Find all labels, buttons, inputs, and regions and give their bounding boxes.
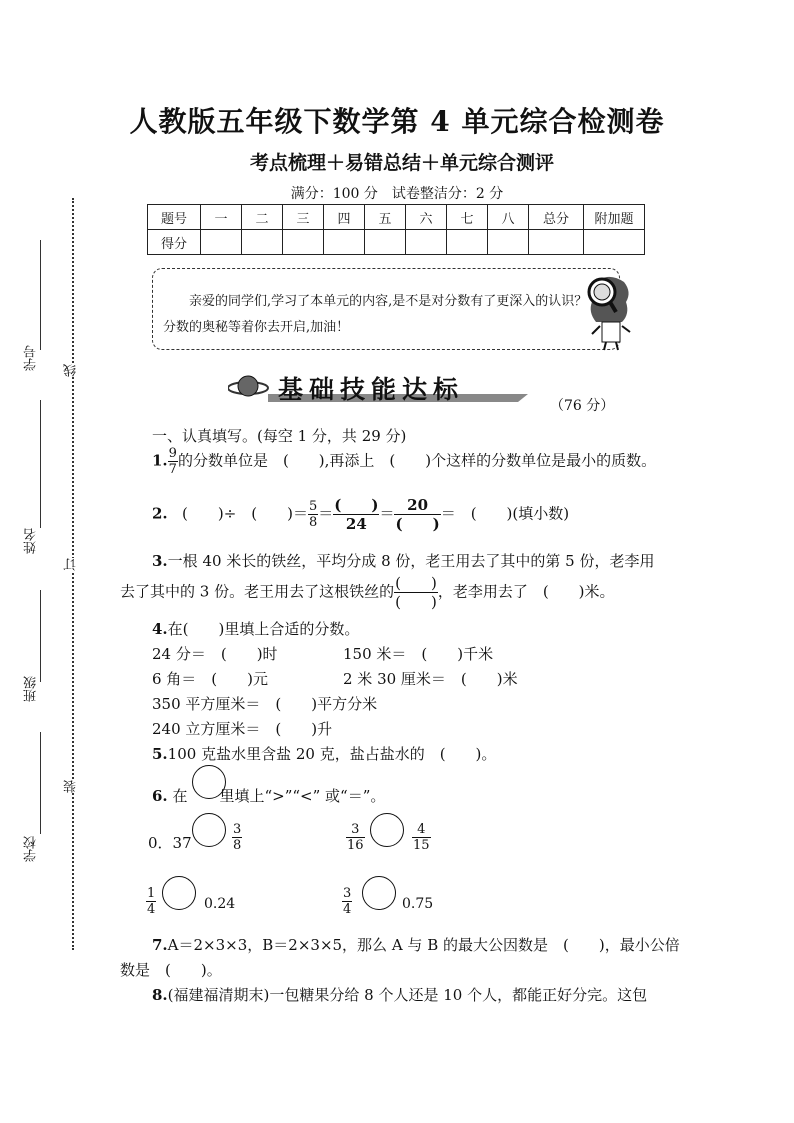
score-cell: 题号	[148, 205, 201, 230]
q2-frac1-num: 5	[308, 499, 318, 514]
score-input-cell[interactable]	[201, 230, 242, 255]
score-cell: 五	[365, 205, 406, 230]
name-label: 姓名	[24, 528, 39, 554]
c4-left-num: 3	[343, 886, 352, 901]
q3-frac-num: ( )	[395, 574, 437, 592]
q2-frac3-num: 20	[394, 496, 440, 515]
q7-line2: 数是 ( )。	[120, 961, 222, 979]
c2-left-num: 3	[346, 822, 365, 838]
c2-right-den: 15	[413, 838, 430, 853]
q8-line1: (福建福清期末)一包糖果分给 8 个人还是 10 个人，都能正好分完。这包	[167, 986, 648, 1004]
q3-line2a: 去了其中的 3 份。老王用去了这根铁丝的	[120, 582, 395, 601]
score-cell: 附加题	[584, 205, 645, 230]
c3-left-num: 1	[147, 886, 156, 901]
score-input-cell[interactable]	[324, 230, 365, 255]
score-input-cell[interactable]	[365, 230, 406, 255]
bind-mark: 装	[64, 780, 79, 793]
score-cell: 四	[324, 205, 365, 230]
score-input-cell[interactable]	[584, 230, 645, 255]
c1-right-num: 3	[233, 822, 242, 837]
score-cell: 总分	[529, 205, 584, 230]
q2-tail: ＝ ( )(填小数)	[440, 504, 570, 523]
q7-line1: A＝2×3×3，B＝2×3×5，那么 A 与 B 的最大公因数是 ( )，最小公倍	[167, 936, 680, 954]
binding-dotted-line	[72, 198, 74, 950]
c3-right: 0.24	[204, 896, 236, 912]
q4-row4: 240 立方厘米＝ ( )升	[152, 720, 333, 738]
score-input-cell[interactable]	[488, 230, 529, 255]
q3-line2b: ，老李用去了 ( )米。	[437, 582, 615, 601]
q1-frac-den: 7	[168, 462, 177, 477]
score-cell: 七	[447, 205, 488, 230]
c4-left-den: 4	[343, 902, 352, 917]
q8-number: 8.	[152, 986, 168, 1004]
q6-text-a: 在	[172, 787, 188, 805]
school-write-line	[40, 732, 41, 834]
q4-number: 4.	[152, 620, 168, 638]
section-title: 基础技能达标	[278, 375, 465, 404]
q3-line1: 一根 40 米长的铁丝，平均分成 8 份，老王用去了其中的第 5 份，老李用	[167, 552, 655, 570]
question-3-line1	[152, 550, 654, 571]
class-write-line	[40, 590, 41, 682]
score-cell: 六	[406, 205, 447, 230]
score-cell: 三	[283, 205, 324, 230]
score-cell: 八	[488, 205, 529, 230]
school-label: 学校	[24, 836, 39, 862]
q1-text: 的分数单位是 ( ),再添上 ( )个这样的分数单位是最小的质数。	[177, 451, 657, 470]
c3-left-den: 4	[147, 902, 156, 917]
c1-right-den: 8	[233, 838, 242, 853]
score-cell: 一	[201, 205, 242, 230]
intro-text: 亲爱的同学们,学习了本单元的内容,是不是对分数有了更深入的认识？分数的奥秘等着你去开启,加油！	[163, 294, 588, 335]
score-row-label: 得分	[148, 230, 201, 255]
compare-circle-2[interactable]	[370, 813, 404, 847]
question-7-line1	[152, 934, 680, 955]
class-label: 班级	[24, 676, 39, 702]
q2-frac1-den: 8	[308, 515, 318, 530]
q2-frac3-den: ( )	[395, 515, 440, 533]
q1-frac-num: 9	[168, 446, 177, 461]
q4-row1-b: 150 米＝ ( )千米	[343, 645, 494, 663]
score-info: 满分：100 分 试卷整洁分：2 分	[290, 186, 504, 202]
student-id-label: 学号	[24, 345, 39, 371]
intro-box	[152, 268, 620, 350]
q6-number: 6.	[152, 787, 168, 805]
c4-right: 0.75	[402, 896, 434, 912]
score-input-cell[interactable]	[447, 230, 488, 255]
q2-eq2: ＝	[379, 504, 395, 523]
question-5	[152, 743, 496, 764]
line-mark: 线	[64, 364, 79, 377]
q5-number: 5.	[152, 745, 168, 763]
q7-number: 7.	[152, 936, 168, 954]
page-subtitle: 考点梳理＋易错总结＋单元综合测评	[250, 152, 555, 174]
name-write-line	[40, 400, 41, 528]
score-input-cell[interactable]	[529, 230, 584, 255]
section-points: （76 分）	[550, 398, 615, 414]
score-table-row	[148, 230, 645, 255]
part1-header: 一、认真填写。(每空 1 分，共 29 分)	[152, 427, 407, 445]
compare-circle-4[interactable]	[362, 876, 396, 910]
score-table	[147, 204, 645, 255]
q6-c1-left: 0．37	[148, 834, 192, 852]
magnifier-mascot-icon	[572, 268, 642, 352]
score-cell: 二	[242, 205, 283, 230]
question-6	[152, 785, 385, 806]
compare-circle-3[interactable]	[162, 876, 196, 910]
q4-row3: 350 平方厘米＝ ( )平方分米	[152, 695, 378, 713]
q4-row2-a: 6 角＝ ( )元	[152, 670, 269, 688]
q2-frac2-den: 24	[345, 515, 367, 533]
score-input-cell[interactable]	[283, 230, 324, 255]
q2-number: 2.	[152, 504, 168, 523]
q1-number: 1.	[152, 451, 168, 470]
q3-number: 3.	[152, 552, 168, 570]
score-input-cell[interactable]	[406, 230, 447, 255]
q2-division: ( )÷ ( )＝	[181, 504, 308, 523]
question-1	[152, 446, 656, 477]
question-4	[152, 618, 359, 639]
compare-circle-1[interactable]	[192, 813, 226, 847]
q2-frac2-num: ( )	[334, 496, 379, 514]
q4-row1-a: 24 分＝ ( )时	[152, 645, 278, 663]
q5-text: 100 克盐水里含盐 20 克，盐占盐水的 ( )。	[167, 745, 497, 763]
id-write-line	[40, 240, 41, 350]
c2-left-den: 16	[347, 838, 364, 853]
question-2	[152, 496, 569, 533]
question-3-line2	[120, 574, 615, 611]
c2-right-num: 4	[412, 822, 431, 838]
page-title: 人教版五年级下数学第 4 单元综合检测卷	[129, 105, 665, 138]
q3-frac-den: ( )	[395, 593, 437, 611]
q4-row2-b: 2 米 30 厘米＝ ( )米	[343, 670, 518, 688]
score-table-header-row	[148, 205, 645, 230]
q2-eq1: ＝	[318, 504, 334, 523]
q6-text-b: 里填上“>”“<” 或“＝”。	[219, 787, 386, 805]
compare-circle-example	[192, 765, 226, 799]
staple-mark: 订	[64, 558, 79, 571]
q4-text: 在( )里填上合适的分数。	[167, 620, 360, 638]
score-input-cell[interactable]	[242, 230, 283, 255]
question-8	[152, 984, 647, 1005]
